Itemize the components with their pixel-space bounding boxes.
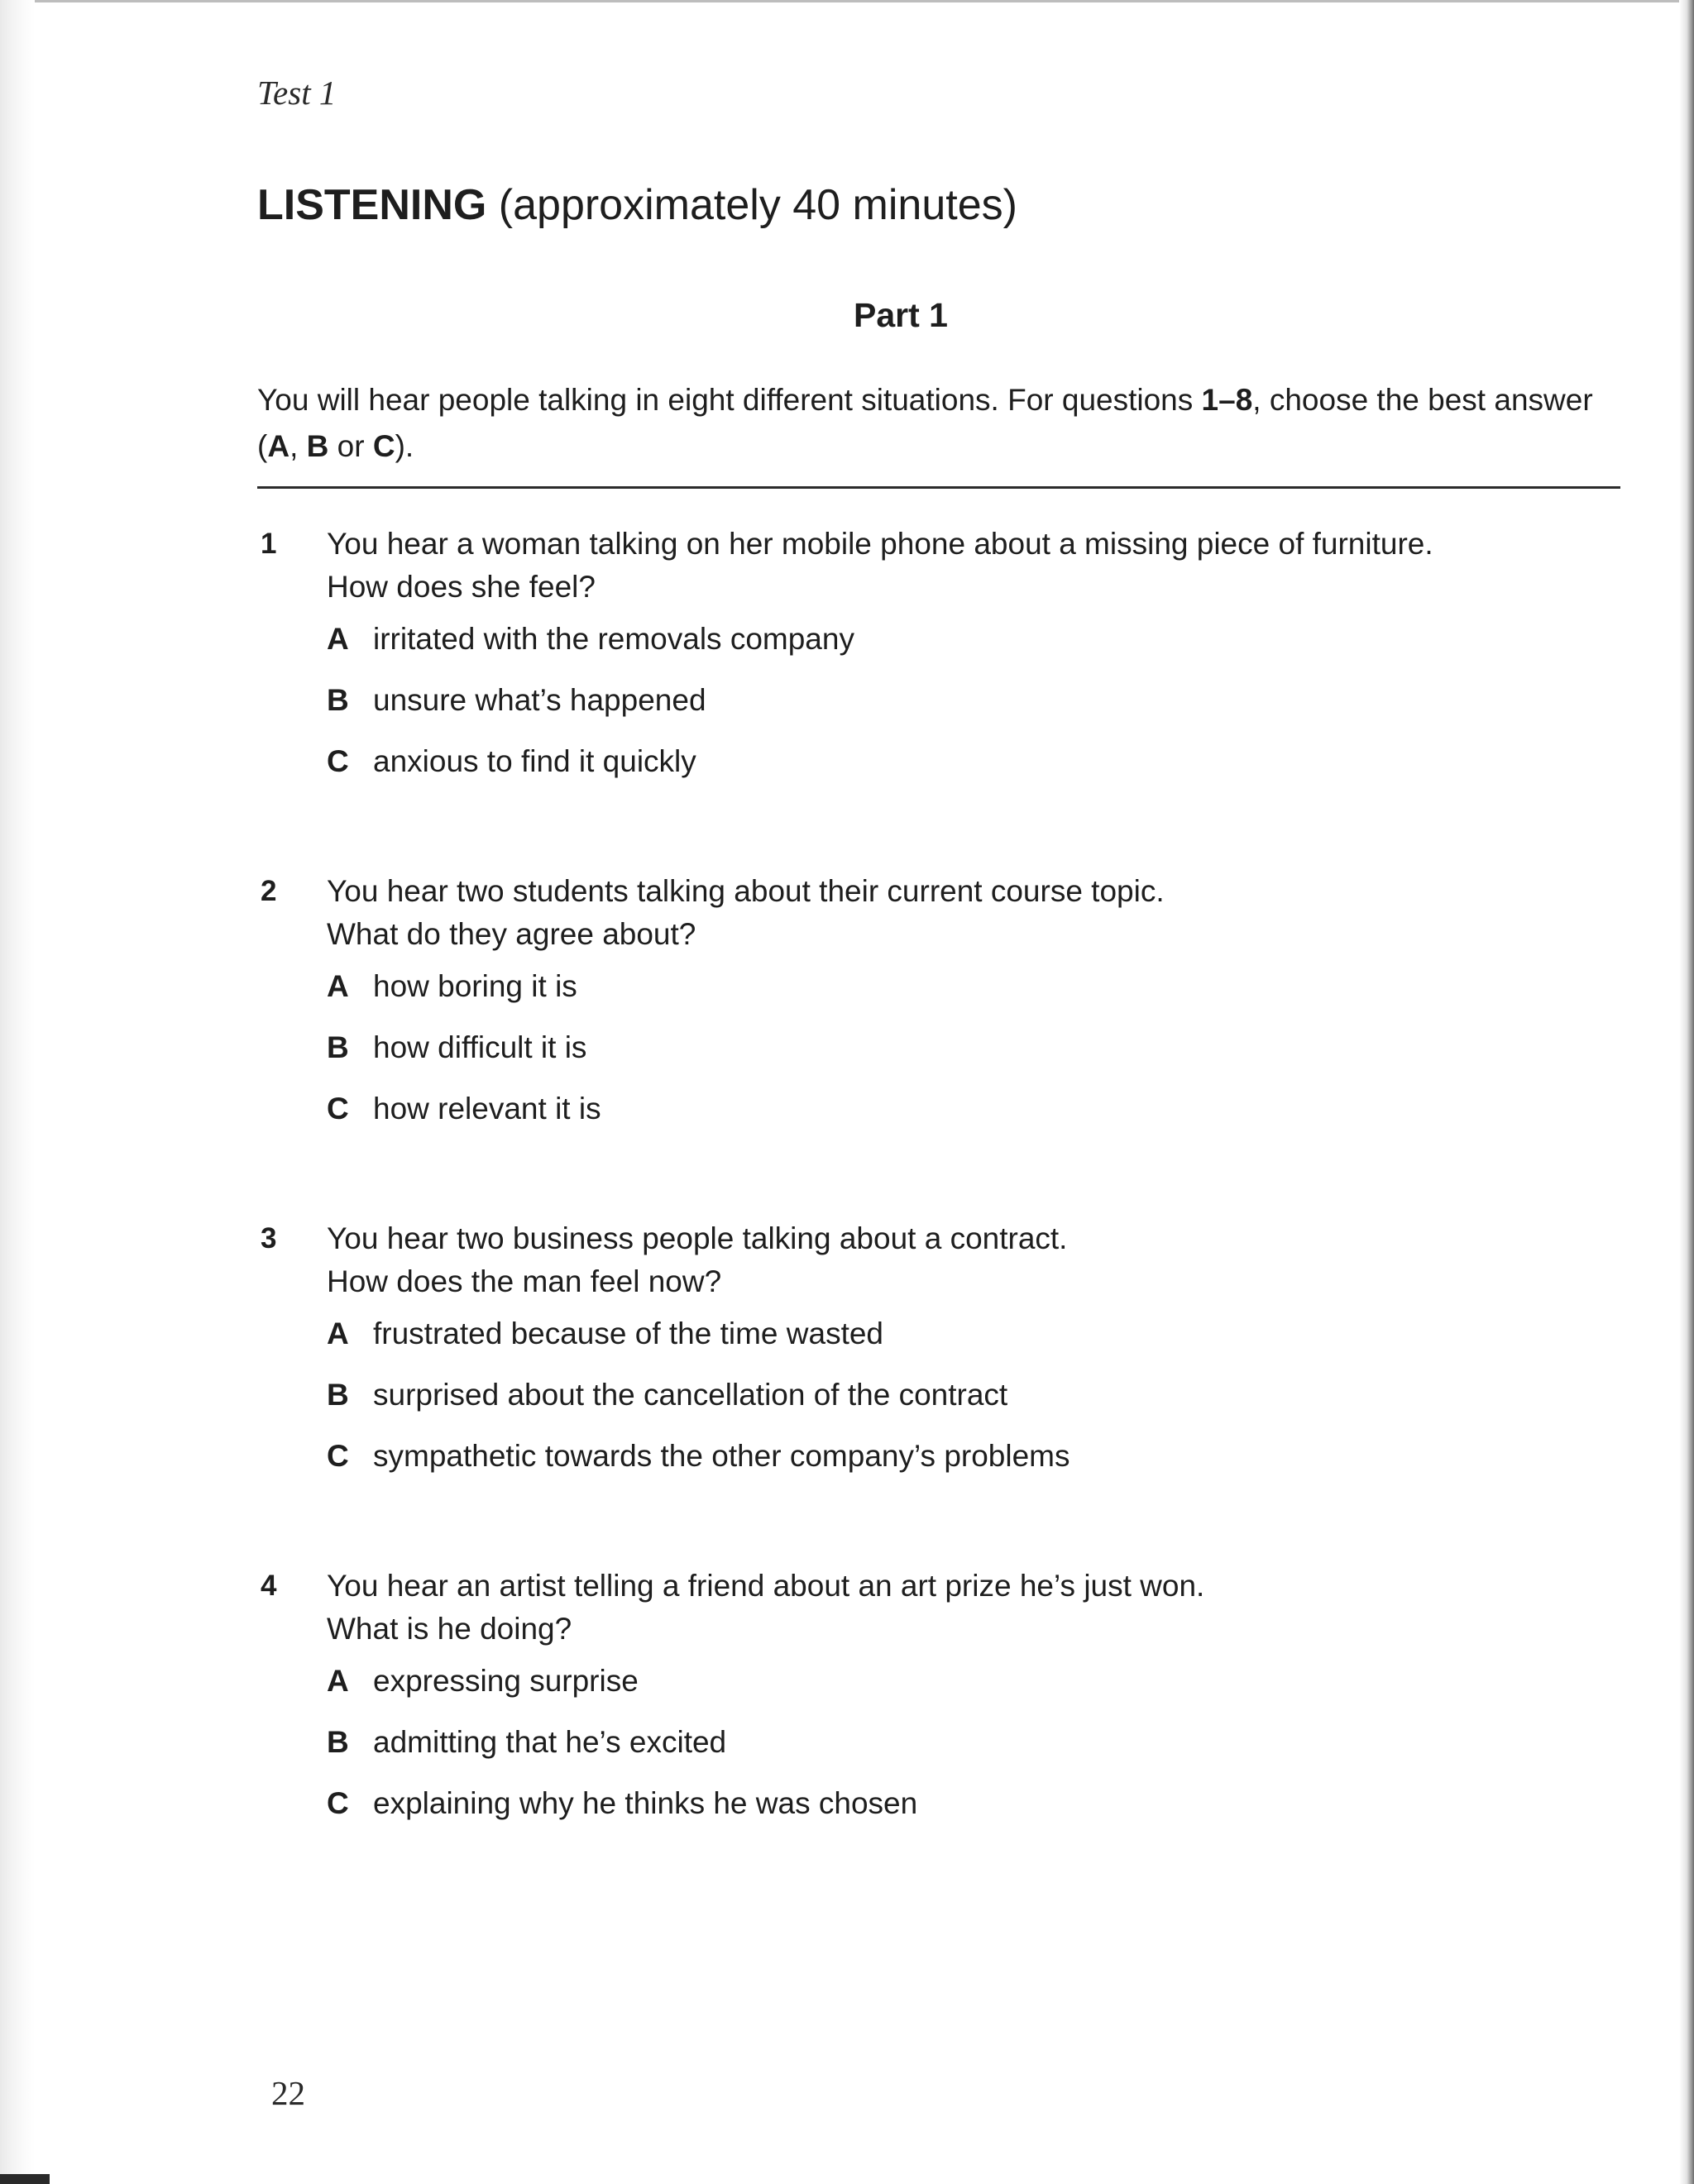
answer-options — [327, 969, 601, 1153]
divider-rule — [257, 486, 1620, 489]
answer-option-a — [327, 969, 601, 1030]
answer-option-c — [327, 1439, 1070, 1500]
instructions — [257, 377, 1630, 470]
option-text: unsure what’s happened — [373, 683, 706, 717]
option-text: irritated with the removals company — [373, 622, 854, 656]
option-letter: A — [327, 969, 349, 1003]
scan-top-edge — [0, 0, 1694, 2]
answer-option-b — [327, 1725, 917, 1786]
question-prompt — [327, 523, 1433, 609]
option-text: frustrated because of the time wasted — [373, 1317, 884, 1350]
option-text: explaining why he thinks he was chosen — [373, 1786, 918, 1820]
option-letter: C — [327, 1439, 349, 1473]
option-text: how boring it is — [373, 969, 577, 1003]
option-text: admitting that he’s excited — [373, 1725, 727, 1759]
question-context: You hear two students talking about their current course topic. — [327, 874, 1165, 908]
question-number: 3 — [261, 1222, 277, 1254]
question-context: You hear an artist telling a friend about an art prize he’s just won. — [327, 1569, 1205, 1603]
option-letter: C — [327, 1786, 349, 1820]
option-text: surprised about the cancellation of the contract — [373, 1378, 1008, 1412]
question-context: You hear a woman talking on her mobile phone about a missing piece of furniture. — [327, 527, 1433, 561]
option-text: anxious to find it quickly — [373, 744, 696, 778]
section-title-duration: (approximately 40 minutes) — [486, 181, 1017, 229]
answer-option-b — [327, 1030, 601, 1092]
answer-options — [327, 1664, 917, 1847]
answer-option-a — [327, 622, 854, 683]
instructions-question-range: 1–8 — [1201, 383, 1253, 417]
answer-options — [327, 1317, 1070, 1500]
instructions-text: , choose the best answer ( — [257, 383, 1593, 463]
instructions-text: You will hear people talking in eight different situations. For questions — [257, 383, 1202, 417]
answer-option-b — [327, 1378, 1070, 1439]
question-stem: What is he doing? — [327, 1612, 572, 1646]
page-number: 22 — [271, 2074, 305, 2112]
answer-option-c — [327, 744, 854, 805]
answer-option-c — [327, 1786, 917, 1847]
question-prompt — [327, 870, 1165, 956]
option-letter: C — [327, 1092, 349, 1125]
option-letter: B — [327, 683, 349, 717]
option-letter: A — [327, 1664, 349, 1698]
question-prompt — [327, 1565, 1204, 1651]
answer-option-a — [327, 1664, 917, 1725]
instructions-option-b: B — [306, 429, 329, 463]
running-head: Test 1 — [257, 74, 337, 112]
question-stem: How does the man feel now? — [327, 1264, 722, 1298]
option-text: how difficult it is — [373, 1030, 587, 1064]
option-text: expressing surprise — [373, 1664, 639, 1698]
answer-option-c — [327, 1092, 601, 1153]
question-number: 2 — [261, 875, 277, 907]
question-prompt — [327, 1217, 1067, 1303]
option-text: how relevant it is — [373, 1092, 601, 1125]
section-title-bold: LISTENING — [257, 181, 487, 229]
answer-option-a — [327, 1317, 1070, 1378]
section-title — [257, 180, 1017, 230]
question-context: You hear two business people talking about a contract. — [327, 1221, 1068, 1255]
question-stem: How does she feel? — [327, 570, 596, 604]
instructions-text: ). — [395, 429, 414, 463]
option-text: sympathetic towards the other company’s problems — [373, 1439, 1070, 1473]
option-letter: A — [327, 1317, 349, 1350]
question-stem: What do they agree about? — [327, 917, 696, 951]
instructions-option-a: A — [267, 429, 290, 463]
option-letter: B — [327, 1030, 349, 1064]
option-letter: B — [327, 1725, 349, 1759]
answer-options — [327, 622, 854, 805]
question-number: 1 — [261, 528, 277, 560]
part-title-text: Part 1 — [854, 296, 948, 334]
instructions-text: , — [290, 429, 307, 463]
instructions-text: or — [328, 429, 373, 463]
part-title — [0, 296, 1694, 335]
option-letter: A — [327, 622, 349, 656]
option-letter: C — [327, 744, 349, 778]
answer-option-b — [327, 683, 854, 744]
option-letter: B — [327, 1378, 349, 1412]
instructions-option-c: C — [372, 429, 395, 463]
scan-corner-mark — [0, 2174, 50, 2184]
question-number: 4 — [261, 1570, 277, 1602]
